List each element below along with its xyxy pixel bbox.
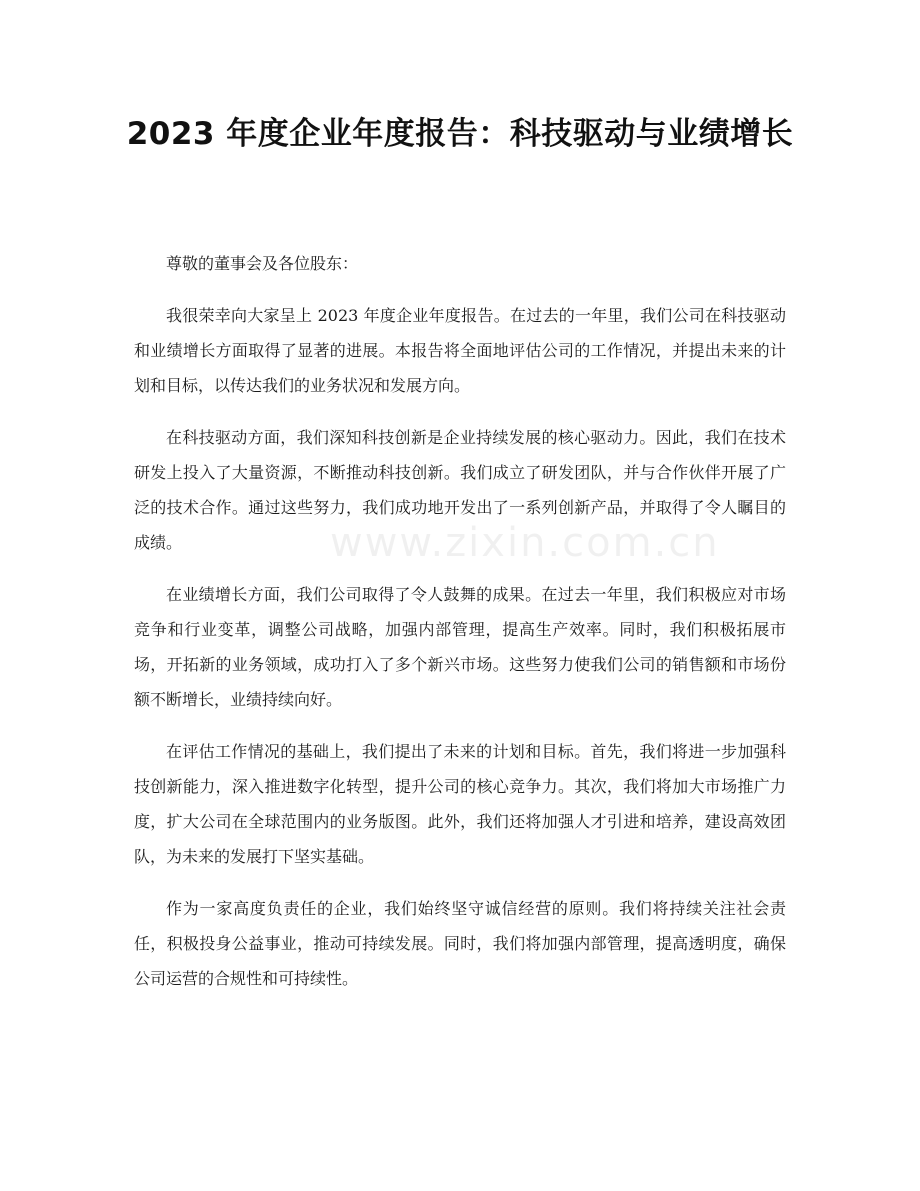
paragraph-plans: 在评估工作情况的基础上，我们提出了未来的计划和目标。首先，我们将进一步加强科技创新能力，深入推进数字化转型，提升公司的核心竞争力。其次，我们将加大市场推广力度，扩大公司在全球范围内的业务版图。此外，我们还将加强人才引进和培养，建设高效团队，为未来的发展打下坚实基础。	[134, 742, 786, 866]
paragraph-performance: 在业绩增长方面，我们公司取得了令人鼓舞的成果。在过去一年里，我们积极应对市场竞争和行业变革，调整公司战略，加强内部管理，提高生产效率。同时，我们积极拓展市场，开拓新的业务领域，成功打入了多个新兴市场。这些努力使我们公司的销售额和市场份额不断增长，业绩持续向好。	[134, 585, 786, 709]
paragraph-technology: 在科技驱动方面，我们深知科技创新是企业持续发展的核心驱动力。因此，我们在技术研发上投入了大量资源，不断推动科技创新。我们成立了研发团队，并与合作伙伴开展了广泛的技术合作。通过这些努力，我们成功地开发出了一系列创新产品，并取得了令人瞩目的成绩。	[134, 428, 786, 552]
document-title: 2023 年度企业年度报告：科技驱动与业绩增长	[126, 116, 794, 152]
salutation: 尊敬的董事会及各位股东：	[166, 254, 359, 273]
paragraph-intro: 我很荣幸向大家呈上 2023 年度企业年度报告。在过去的一年里，我们公司在科技驱动和业绩增长方面取得了显著的进展。本报告将全面地评估公司的工作情况，并提出未来的计划和目标，以传达我们的业务状况和发展方向。	[134, 306, 786, 395]
watermark: www.zixin.com.cn	[330, 520, 720, 566]
document-body	[134, 246, 786, 1013]
paragraph-responsibility: 作为一家高度负责任的企业，我们始终坚守诚信经营的原则。我们将持续关注社会责任，积极投身公益事业，推动可持续发展。同时，我们将加强内部管理，提高透明度，确保公司运营的合规性和可持续性。	[134, 899, 786, 988]
